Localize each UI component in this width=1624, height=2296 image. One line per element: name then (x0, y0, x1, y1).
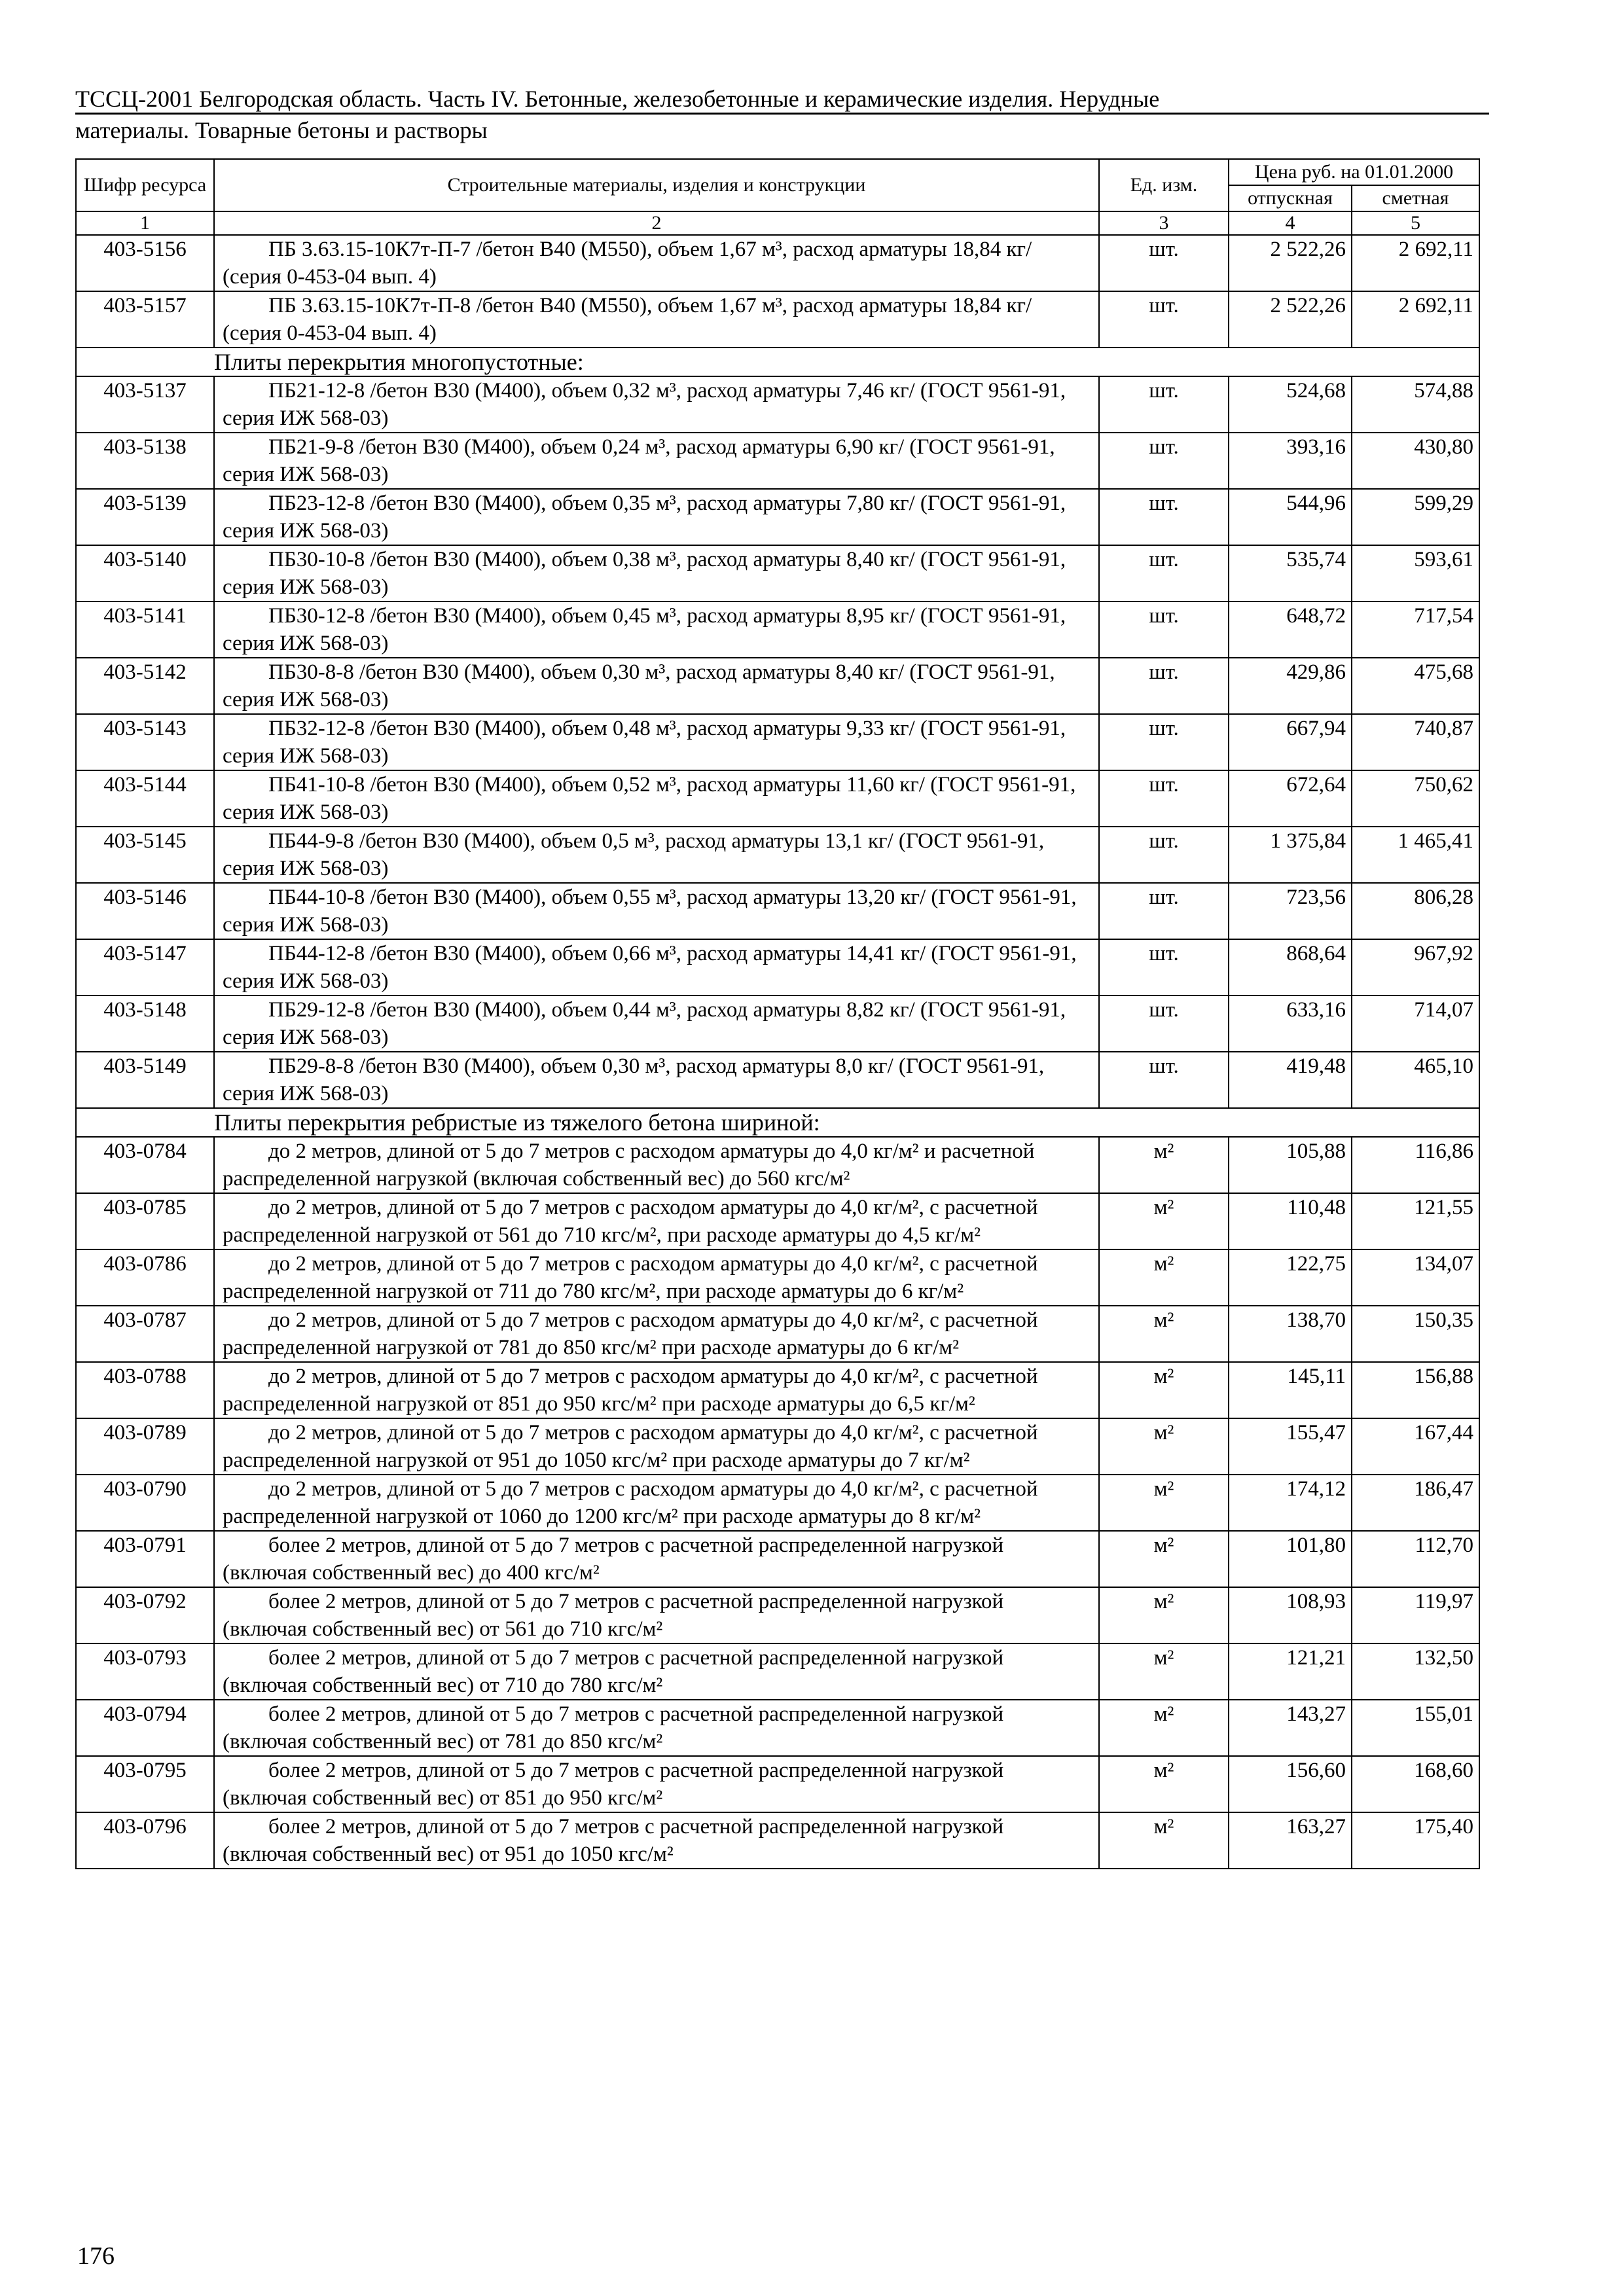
unit-of-measure: м² (1099, 1306, 1229, 1362)
estimate-price: 593,61 (1352, 545, 1479, 601)
material-description (214, 883, 1099, 939)
unit-of-measure: шт. (1099, 827, 1229, 883)
description-text: ПБ23-12-8 /бетон В30 (М400), объем 0,35 м³, расход арматуры 7,80 кг/ (ГОСТ 9561-91, серия ИЖ 568-03) (223, 492, 1066, 543)
description-text: до 2 метров, длиной от 5 до 7 метров с расходом арматуры до 4,0 кг/м², с расчетной распределенной нагрузкой от 561 до 710 кгс/м², при расходе арматуры до 4,5 кг/м² (223, 1196, 1038, 1247)
material-description (214, 770, 1099, 827)
table-row (76, 883, 1479, 939)
release-price: 393,16 (1229, 433, 1352, 489)
resource-code: 403-0796 (76, 1812, 214, 1869)
resource-code: 403-5144 (76, 770, 214, 827)
unit-of-measure: шт. (1099, 291, 1229, 348)
resource-code: 403-5139 (76, 489, 214, 545)
description-text: до 2 метров, длиной от 5 до 7 метров с расходом арматуры до 4,0 кг/м², с расчетной распределенной нагрузкой от 951 до 1050 кгс/м² при расходе арматуры до 7 кг/м² (223, 1421, 1038, 1472)
release-price: 648,72 (1229, 601, 1352, 658)
unit-of-measure: шт. (1099, 939, 1229, 996)
description-text: более 2 метров, длиной от 5 до 7 метров с расчетной распределенной нагрузкой (включая собственный вес) от 561 до 710 кгс/м² (223, 1590, 1004, 1641)
resource-code: 403-0794 (76, 1700, 214, 1756)
release-price: 174,12 (1229, 1475, 1352, 1531)
column-number: 1 (76, 211, 214, 235)
price-table (75, 158, 1480, 1869)
material-description (214, 1587, 1099, 1643)
release-price: 535,74 (1229, 545, 1352, 601)
material-description (214, 1193, 1099, 1249)
resource-code: 403-0792 (76, 1587, 214, 1643)
release-price: 138,70 (1229, 1306, 1352, 1362)
resource-code: 403-0787 (76, 1306, 214, 1362)
table-row (76, 1531, 1479, 1587)
unit-of-measure: шт. (1099, 489, 1229, 545)
release-price: 429,86 (1229, 658, 1352, 714)
estimate-price: 967,92 (1352, 939, 1479, 996)
description-text: до 2 метров, длиной от 5 до 7 метров с расходом арматуры до 4,0 кг/м², с расчетной распределенной нагрузкой от 711 до 780 кгс/м², при расходе арматуры до 6 кг/м² (223, 1252, 1038, 1303)
resource-code: 403-5146 (76, 883, 214, 939)
table-row (76, 1756, 1479, 1812)
table-row (76, 658, 1479, 714)
table-row (76, 1643, 1479, 1700)
table-row (76, 376, 1479, 433)
table-row (76, 1362, 1479, 1418)
unit-of-measure: м² (1099, 1249, 1229, 1306)
estimate-price: 155,01 (1352, 1700, 1479, 1756)
description-text: более 2 метров, длиной от 5 до 7 метров с расчетной распределенной нагрузкой (включая собственный вес) от 951 до 1050 кгс/м² (223, 1815, 1004, 1866)
estimate-price: 116,86 (1352, 1137, 1479, 1193)
header-estimate-price: сметная (1352, 185, 1479, 211)
table-row (76, 1475, 1479, 1531)
resource-code: 403-0793 (76, 1643, 214, 1700)
table-row (76, 827, 1479, 883)
description-text: ПБ21-12-8 /бетон В30 (М400), объем 0,32 м³, расход арматуры 7,46 кг/ (ГОСТ 9561-91, серия ИЖ 568-03) (223, 379, 1066, 430)
unit-of-measure: м² (1099, 1643, 1229, 1700)
description-text: ПБ41-10-8 /бетон В30 (М400), объем 0,52 м³, расход арматуры 11,60 кг/ (ГОСТ 9561-91, серия ИЖ 568-03) (223, 773, 1076, 824)
release-price: 156,60 (1229, 1756, 1352, 1812)
resource-code: 403-0785 (76, 1193, 214, 1249)
estimate-price: 119,97 (1352, 1587, 1479, 1643)
material-description (214, 827, 1099, 883)
release-price: 121,21 (1229, 1643, 1352, 1700)
table-row (76, 433, 1479, 489)
resource-code: 403-5141 (76, 601, 214, 658)
description-text: ПБ 3.63.15-10К7т-П-7 /бетон В40 (М550), объем 1,67 м³, расход арматуры 18,84 кг/ (серия 0-453-04 вып. 4) (223, 238, 1032, 289)
release-price: 2 522,26 (1229, 291, 1352, 348)
estimate-price: 175,40 (1352, 1812, 1479, 1869)
table-row (76, 714, 1479, 770)
estimate-price: 132,50 (1352, 1643, 1479, 1700)
description-text: ПБ30-12-8 /бетон В30 (М400), объем 0,45 м³, расход арматуры 8,95 кг/ (ГОСТ 9561-91, серия ИЖ 568-03) (223, 604, 1066, 655)
estimate-price: 465,10 (1352, 1052, 1479, 1108)
unit-of-measure: м² (1099, 1812, 1229, 1869)
release-price: 110,48 (1229, 1193, 1352, 1249)
resource-code: 403-0795 (76, 1756, 214, 1812)
release-price: 143,27 (1229, 1700, 1352, 1756)
material-description (214, 601, 1099, 658)
unit-of-measure: м² (1099, 1362, 1229, 1418)
material-description (214, 1756, 1099, 1812)
resource-code: 403-5143 (76, 714, 214, 770)
unit-of-measure: м² (1099, 1587, 1229, 1643)
description-text: более 2 метров, длиной от 5 до 7 метров с расчетной распределенной нагрузкой (включая собственный вес) от 851 до 950 кгс/м² (223, 1759, 1004, 1810)
estimate-price: 806,28 (1352, 883, 1479, 939)
table-row (76, 235, 1479, 291)
section-ribbed (76, 1108, 1479, 1137)
estimate-price: 1 465,41 (1352, 827, 1479, 883)
estimate-price: 150,35 (1352, 1306, 1479, 1362)
description-text: до 2 метров, длиной от 5 до 7 метров с расходом арматуры до 4,0 кг/м², с расчетной распределенной нагрузкой от 1060 до 1200 кгс/м² при расходе арматуры до 8 кг/м² (223, 1477, 1038, 1528)
unit-of-measure: м² (1099, 1137, 1229, 1193)
release-price: 1 375,84 (1229, 827, 1352, 883)
release-price: 672,64 (1229, 770, 1352, 827)
material-description (214, 1137, 1099, 1193)
table-row (76, 1137, 1479, 1193)
resource-code: 403-5149 (76, 1052, 214, 1108)
estimate-price: 2 692,11 (1352, 291, 1479, 348)
header-price: Цена руб. на 01.01.2000 (1229, 159, 1479, 185)
column-number: 2 (214, 211, 1099, 235)
estimate-price: 2 692,11 (1352, 235, 1479, 291)
release-price: 544,96 (1229, 489, 1352, 545)
header-name: Строительные материалы, изделия и конструкции (214, 159, 1099, 211)
table-row (76, 1052, 1479, 1108)
material-description (214, 1306, 1099, 1362)
material-description (214, 996, 1099, 1052)
table-row (76, 1249, 1479, 1306)
release-price: 101,80 (1229, 1531, 1352, 1587)
unit-of-measure: м² (1099, 1418, 1229, 1475)
material-description (214, 376, 1099, 433)
unit-of-measure: шт. (1099, 658, 1229, 714)
material-description (214, 1812, 1099, 1869)
price-table-header (76, 159, 1479, 235)
resource-code: 403-5157 (76, 291, 214, 348)
material-description (214, 1700, 1099, 1756)
description-text: ПБ21-9-8 /бетон В30 (М400), объем 0,24 м³, расход арматуры 6,90 кг/ (ГОСТ 9561-91, серия ИЖ 568-03) (223, 435, 1055, 486)
unit-of-measure: шт. (1099, 883, 1229, 939)
estimate-price: 740,87 (1352, 714, 1479, 770)
document-title-line-2: материалы. Товарные бетоны и растворы (75, 117, 488, 143)
release-price: 105,88 (1229, 1137, 1352, 1193)
material-description (214, 1362, 1099, 1418)
description-text: более 2 метров, длиной от 5 до 7 метров с расчетной распределенной нагрузкой (включая собственный вес) до 400 кгс/м² (223, 1534, 1004, 1585)
resource-code: 403-0786 (76, 1249, 214, 1306)
table-row (76, 601, 1479, 658)
release-price: 419,48 (1229, 1052, 1352, 1108)
material-description (214, 545, 1099, 601)
material-description (214, 291, 1099, 348)
header-unit: Ед. изм. (1099, 159, 1229, 211)
estimate-price: 714,07 (1352, 996, 1479, 1052)
material-description (214, 714, 1099, 770)
column-number-row (76, 211, 1479, 235)
section-hollow (76, 348, 1479, 376)
unit-of-measure: шт. (1099, 770, 1229, 827)
column-number: 4 (1229, 211, 1352, 235)
material-description (214, 1531, 1099, 1587)
resource-code: 403-5137 (76, 376, 214, 433)
unit-of-measure: шт. (1099, 714, 1229, 770)
material-description (214, 1475, 1099, 1531)
description-text: более 2 метров, длиной от 5 до 7 метров с расчетной распределенной нагрузкой (включая собственный вес) от 710 до 780 кгс/м² (223, 1646, 1004, 1697)
material-description (214, 489, 1099, 545)
unit-of-measure: м² (1099, 1700, 1229, 1756)
material-description (214, 235, 1099, 291)
description-text: ПБ44-9-8 /бетон В30 (М400), объем 0,5 м³, расход арматуры 13,1 кг/ (ГОСТ 9561-91, серия ИЖ 568-03) (223, 829, 1045, 880)
description-text: до 2 метров, длиной от 5 до 7 метров с расходом арматуры до 4,0 кг/м², с расчетной распределенной нагрузкой от 851 до 950 кгс/м² при расходе арматуры до 6,5 кг/м² (223, 1365, 1038, 1416)
description-text: ПБ 3.63.15-10К7т-П-8 /бетон В40 (М550), объем 1,67 м³, расход арматуры 18,84 кг/ (серия 0-453-04 вып. 4) (223, 294, 1032, 345)
description-text: ПБ44-12-8 /бетон В30 (М400), объем 0,66 м³, расход арматуры 14,41 кг/ (ГОСТ 9561-91, серия ИЖ 568-03) (223, 942, 1077, 993)
table-row (76, 1193, 1479, 1249)
section-title-hollow-slabs: Плиты перекрытия многопустотные: (76, 348, 1479, 376)
header-code: Шифр ресурса (76, 159, 214, 211)
release-price: 524,68 (1229, 376, 1352, 433)
release-price: 723,56 (1229, 883, 1352, 939)
resource-code: 403-5140 (76, 545, 214, 601)
table-row (76, 939, 1479, 996)
resource-code: 403-5156 (76, 235, 214, 291)
resource-code: 403-5145 (76, 827, 214, 883)
unit-of-measure: шт. (1099, 433, 1229, 489)
resource-code: 403-0788 (76, 1362, 214, 1418)
estimate-price: 134,07 (1352, 1249, 1479, 1306)
estimate-price: 121,55 (1352, 1193, 1479, 1249)
table-row (76, 770, 1479, 827)
section-row (76, 348, 1479, 376)
material-description (214, 658, 1099, 714)
unit-of-measure: шт. (1099, 996, 1229, 1052)
material-description (214, 1418, 1099, 1475)
description-text: ПБ32-12-8 /бетон В30 (М400), объем 0,48 м³, расход арматуры 9,33 кг/ (ГОСТ 9561-91, серия ИЖ 568-03) (223, 717, 1066, 768)
description-text: ПБ44-10-8 /бетон В30 (М400), объем 0,55 м³, расход арматуры 13,20 кг/ (ГОСТ 9561-91, серия ИЖ 568-03) (223, 886, 1077, 937)
material-description (214, 1052, 1099, 1108)
unit-of-measure: м² (1099, 1531, 1229, 1587)
rows-hollow-slabs (76, 376, 1479, 1108)
release-price: 633,16 (1229, 996, 1352, 1052)
table-row (76, 545, 1479, 601)
estimate-price: 167,44 (1352, 1418, 1479, 1475)
release-price: 868,64 (1229, 939, 1352, 996)
table-row (76, 291, 1479, 348)
release-price: 108,93 (1229, 1587, 1352, 1643)
description-text: ПБ29-12-8 /бетон В30 (М400), объем 0,44 м³, расход арматуры 8,82 кг/ (ГОСТ 9561-91, серия ИЖ 568-03) (223, 998, 1066, 1049)
document-title-line-1: ТССЦ-2001 Белгородская область. Часть IV. Бетонные, железобетонные и керамические изделия. Нерудные (75, 85, 1489, 115)
resource-code: 403-0784 (76, 1137, 214, 1193)
estimate-price: 112,70 (1352, 1531, 1479, 1587)
estimate-price: 717,54 (1352, 601, 1479, 658)
release-price: 667,94 (1229, 714, 1352, 770)
table-row (76, 1418, 1479, 1475)
estimate-price: 475,68 (1352, 658, 1479, 714)
estimate-price: 156,88 (1352, 1362, 1479, 1418)
estimate-price: 186,47 (1352, 1475, 1479, 1531)
unit-of-measure: шт. (1099, 235, 1229, 291)
description-text: ПБ30-8-8 /бетон В30 (М400), объем 0,30 м³, расход арматуры 8,40 кг/ (ГОСТ 9561-91, серия ИЖ 568-03) (223, 660, 1055, 711)
material-description (214, 433, 1099, 489)
material-description (214, 939, 1099, 996)
column-number: 5 (1352, 211, 1479, 235)
table-row (76, 1812, 1479, 1869)
release-price: 122,75 (1229, 1249, 1352, 1306)
material-description (214, 1249, 1099, 1306)
rows-beams (76, 235, 1479, 348)
resource-code: 403-5147 (76, 939, 214, 996)
estimate-price: 168,60 (1352, 1756, 1479, 1812)
resource-code: 403-5138 (76, 433, 214, 489)
table-row (76, 489, 1479, 545)
estimate-price: 430,80 (1352, 433, 1479, 489)
description-text: до 2 метров, длиной от 5 до 7 метров с расходом арматуры до 4,0 кг/м², с расчетной распределенной нагрузкой от 781 до 850 кгс/м² при расходе арматуры до 6 кг/м² (223, 1308, 1038, 1359)
description-text: более 2 метров, длиной от 5 до 7 метров с расчетной распределенной нагрузкой (включая собственный вес) от 781 до 850 кгс/м² (223, 1702, 1004, 1753)
description-text: ПБ29-8-8 /бетон В30 (М400), объем 0,30 м³, расход арматуры 8,0 кг/ (ГОСТ 9561-91, серия ИЖ 568-03) (223, 1054, 1045, 1105)
resource-code: 403-5148 (76, 996, 214, 1052)
header-release-price: отпускная (1229, 185, 1352, 211)
material-description (214, 1643, 1099, 1700)
description-text: до 2 метров, длиной от 5 до 7 метров с расходом арматуры до 4,0 кг/м² и расчетной распределенной нагрузкой (включая собственный вес) до 560 кгс/м² (223, 1139, 1035, 1191)
resource-code: 403-0790 (76, 1475, 214, 1531)
unit-of-measure: шт. (1099, 545, 1229, 601)
table-row (76, 1306, 1479, 1362)
resource-code: 403-0791 (76, 1531, 214, 1587)
release-price: 155,47 (1229, 1418, 1352, 1475)
release-price: 145,11 (1229, 1362, 1352, 1418)
estimate-price: 599,29 (1352, 489, 1479, 545)
description-text: ПБ30-10-8 /бетон В30 (М400), объем 0,38 м³, расход арматуры 8,40 кг/ (ГОСТ 9561-91, серия ИЖ 568-03) (223, 548, 1066, 599)
page-number: 176 (77, 2242, 115, 2270)
estimate-price: 750,62 (1352, 770, 1479, 827)
rows-ribbed-slabs (76, 1137, 1479, 1869)
estimate-price: 574,88 (1352, 376, 1479, 433)
section-title-ribbed-slabs: Плиты перекрытия ребристые из тяжелого бетона шириной: (76, 1108, 1479, 1137)
release-price: 2 522,26 (1229, 235, 1352, 291)
section-row (76, 1108, 1479, 1137)
column-number: 3 (1099, 211, 1229, 235)
table-row (76, 996, 1479, 1052)
resource-code: 403-5142 (76, 658, 214, 714)
table-row (76, 1587, 1479, 1643)
unit-of-measure: шт. (1099, 601, 1229, 658)
release-price: 163,27 (1229, 1812, 1352, 1869)
unit-of-measure: м² (1099, 1193, 1229, 1249)
resource-code: 403-0789 (76, 1418, 214, 1475)
unit-of-measure: шт. (1099, 376, 1229, 433)
unit-of-measure: м² (1099, 1475, 1229, 1531)
unit-of-measure: м² (1099, 1756, 1229, 1812)
unit-of-measure: шт. (1099, 1052, 1229, 1108)
table-row (76, 1700, 1479, 1756)
